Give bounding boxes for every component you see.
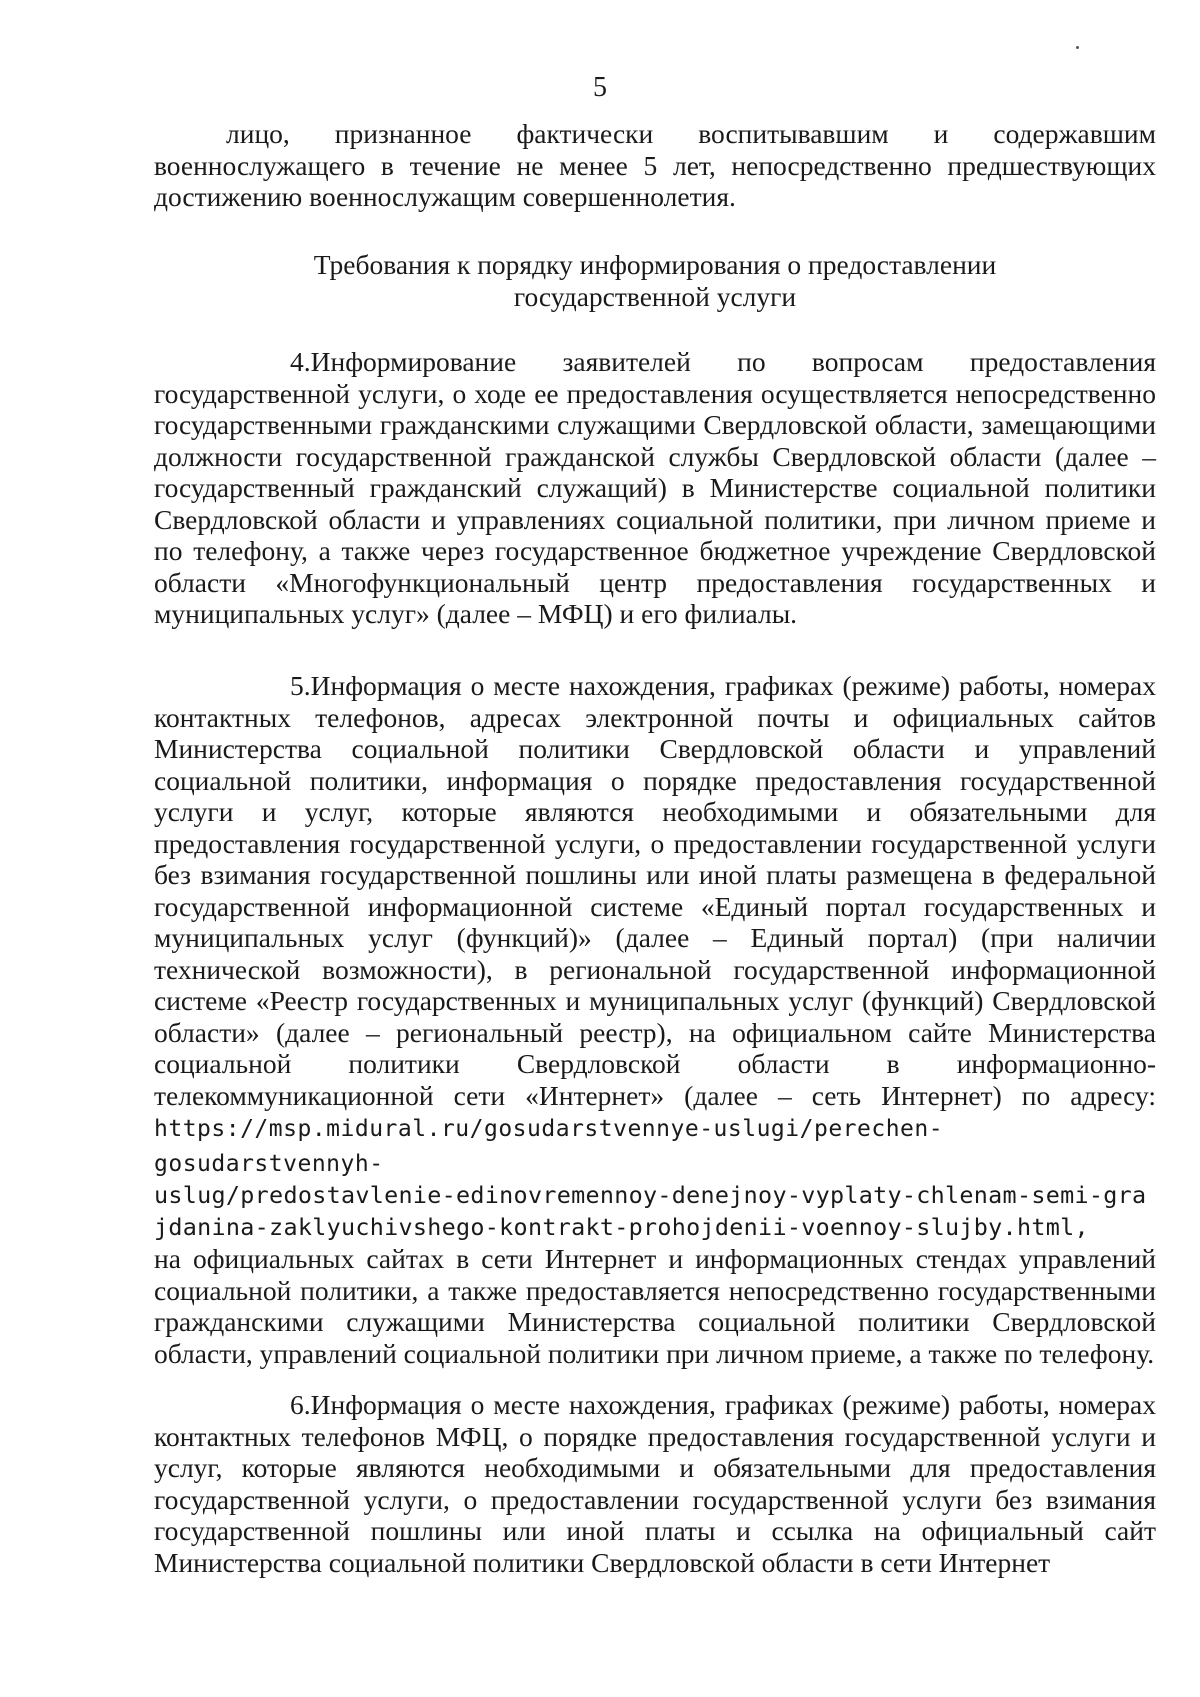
section-heading-line-1: Требования к порядку информирования о предоставлении xyxy=(313,249,997,280)
ministry-url-part-1[interactable]: https://msp.midural.ru/gosudarstvennye-uslugi/perechen-gosudarstvennyh- xyxy=(154,1116,944,1177)
section-heading-line-2: государственной услуги xyxy=(513,281,797,312)
paragraph-5-text-after: на официальных сайтах в сети Интернет и информационных стендах управлений социальной политики, а также предоставляется непосредственно государственными гражданскими служащими Министерства социальной политики Свердловской области, управлений социальной политики при личном приеме, а также по телефону. xyxy=(154,1243,1156,1369)
paragraph-5-text: Информация о месте нахождения, графиках (режиме) работы, номерах контактных телефонов, адресах электронной почты и официальных сайтов Министерства социальной политики Свердловской области и управлений социальной политики, информация о порядке предоставления государственной услуги и услуг, которые являются необходимыми и обязательными для предоставления государственной услуги, о предоставлении государственной услуги без взимания государственной пошлины или иной платы размещена в федеральной государственной информационной системе «Единый портал государственных и муниципальных услуг (функций)» (далее – Единый портал) (при наличии технической возможности), в региональной государственной информационной системе «Реестр государственных и муниципальных услуг (функций) Свердловской области» (далее – региональный реестр), на официальном сайте Министерства социальной политики Свердловской области в информационно-телекоммуникационной сети «Интернет» (далее – сеть Интернет) по адресу: xyxy=(154,670,1156,1111)
paragraph-6-number: 6. xyxy=(290,1389,311,1420)
section-heading xyxy=(230,249,1080,313)
paragraph-6-text: Информация о месте нахождения, графиках (режиме) работы, номерах контактных телефонов МФЦ, о порядке предоставления государственной услуги и услуг, которые являются необходимыми и обязательными для предоставления государственной услуги, о предоставлении государственной услуги без взимания государственной пошлины или иной платы и ссылка на официальный сайт Министерства социальной политики Свердловской области в сети Интернет xyxy=(154,1389,1156,1578)
paragraph-4-number: 4. xyxy=(290,346,311,377)
scan-speck xyxy=(1076,46,1079,49)
paragraph-4-text: Информирование заявителей по вопросам предоставления государственной услуги, о ходе ее предоставления осуществляется непосредственно государственными гражданскими служащими Свердловской области, замещающими должности государственной гражданской службы Свердловской области (далее – государственный гражданский служащий) в Министерстве социальной политики Свердловской области и управлениях социальной политики, при личном приеме и по телефону, а также через государственное бюджетное учреждение Свердловской области «Многофункциональный центр предоставления государственных и муниципальных услуг» (далее – МФЦ) и его филиалы. xyxy=(154,346,1156,629)
paragraph-5-number: 5. xyxy=(290,670,311,701)
ministry-url-part-2[interactable]: uslug/predostavlenie-edinovremennoy-denejnoy-vyplaty-chlenam-semi-grajdanina-zaklyuchivshego-kontrakt-prohojdenii-voennoy-slujby.html, xyxy=(154,1181,1147,1241)
page-number: 5 xyxy=(593,72,607,103)
intro-paragraph: лицо, признанное фактически воспитывавшим и содержавшим военнослужащего в течение не менее 5 лет, непосредственно предшествующих достижению военнослужащим совершеннолетия. xyxy=(154,118,1156,212)
paragraph-5 xyxy=(154,670,1156,1369)
paragraph-6 xyxy=(154,1389,1156,1578)
paragraph-4 xyxy=(154,346,1156,630)
